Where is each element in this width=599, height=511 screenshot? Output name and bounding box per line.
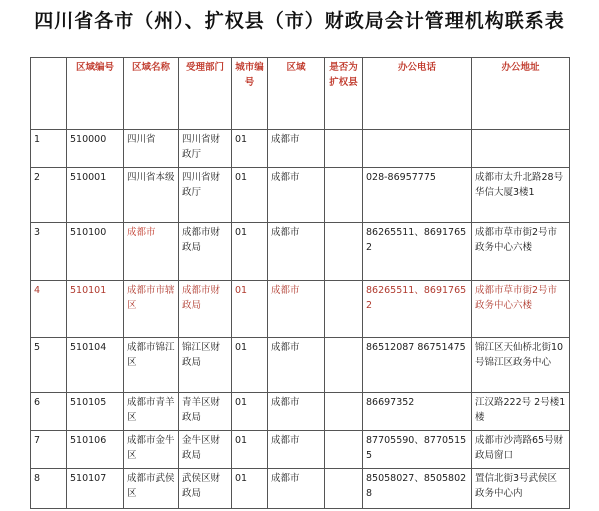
cell-expanded (325, 469, 363, 509)
cell-code: 510001 (67, 168, 124, 223)
cell-area: 成都市 (268, 393, 325, 431)
cell-expanded (325, 223, 363, 281)
table-row (31, 469, 570, 509)
header-row (31, 58, 570, 130)
table-row (31, 338, 570, 393)
cell-name: 成都市青羊区 (124, 393, 179, 431)
cell-code: 510106 (67, 431, 124, 469)
table-row (31, 431, 570, 469)
cell-address: 成都市沙湾路65号财政局窗口 (472, 431, 570, 469)
cell-phone: 85058027、85058028 (363, 469, 472, 509)
table-row (31, 223, 570, 281)
cell-city-code: 01 (232, 338, 268, 393)
cell-address: 置信北街3号武侯区政务中心内 (472, 469, 570, 509)
cell-dept: 武侯区财政局 (179, 469, 232, 509)
cell-index: 6 (31, 393, 67, 431)
cell-phone: 028-86957775 (363, 168, 472, 223)
cell-expanded (325, 431, 363, 469)
cell-address (472, 130, 570, 168)
cell-code: 510105 (67, 393, 124, 431)
cell-name: 成都市 (124, 223, 179, 281)
cell-area: 成都市 (268, 281, 325, 338)
cell-index: 8 (31, 469, 67, 509)
contact-table (30, 57, 570, 509)
header-cell-dept: 受理部门 (179, 58, 232, 130)
cell-code: 510104 (67, 338, 124, 393)
cell-expanded (325, 338, 363, 393)
cell-phone: 86265511、86917652 (363, 223, 472, 281)
cell-code: 510101 (67, 281, 124, 338)
cell-dept: 四川省财政厅 (179, 130, 232, 168)
cell-index: 2 (31, 168, 67, 223)
cell-code: 510000 (67, 130, 124, 168)
cell-index: 3 (31, 223, 67, 281)
cell-area: 成都市 (268, 130, 325, 168)
cell-expanded (325, 130, 363, 168)
cell-address: 成都市草市街2号市政务中心六楼 (472, 281, 570, 338)
cell-index: 7 (31, 431, 67, 469)
cell-index: 1 (31, 130, 67, 168)
cell-phone: 86265511、86917652 (363, 281, 472, 338)
cell-city-code: 01 (232, 469, 268, 509)
cell-code: 510107 (67, 469, 124, 509)
cell-dept: 金牛区财政局 (179, 431, 232, 469)
header-cell-expanded: 是否为扩权县 (325, 58, 363, 130)
cell-phone (363, 130, 472, 168)
cell-city-code: 01 (232, 393, 268, 431)
table-row (31, 393, 570, 431)
cell-index: 4 (31, 281, 67, 338)
header-cell-code: 区域编号 (67, 58, 124, 130)
cell-city-code: 01 (232, 223, 268, 281)
cell-name: 四川省 (124, 130, 179, 168)
cell-address: 成都市草市街2号市政务中心六楼 (472, 223, 570, 281)
cell-address: 锦江区天仙桥北街10号锦江区政务中心 (472, 338, 570, 393)
cell-address: 江汉路222号 2号楼1楼 (472, 393, 570, 431)
header-cell-area: 区域 (268, 58, 325, 130)
cell-expanded (325, 393, 363, 431)
cell-city-code: 01 (232, 281, 268, 338)
cell-name: 成都市武侯区 (124, 469, 179, 509)
cell-name: 成都市市辖区 (124, 281, 179, 338)
cell-dept: 锦江区财政局 (179, 338, 232, 393)
header-cell-index (31, 58, 67, 130)
cell-city-code: 01 (232, 130, 268, 168)
cell-name: 成都市金牛区 (124, 431, 179, 469)
cell-expanded (325, 168, 363, 223)
cell-index: 5 (31, 338, 67, 393)
header-cell-city-code: 城市编号 (232, 58, 268, 130)
cell-area: 成都市 (268, 469, 325, 509)
cell-area: 成都市 (268, 338, 325, 393)
cell-phone: 87705590、87705155 (363, 431, 472, 469)
header-cell-name: 区域名称 (124, 58, 179, 130)
cell-area: 成都市 (268, 223, 325, 281)
header-cell-address: 办公地址 (472, 58, 570, 130)
cell-dept: 四川省财政厅 (179, 168, 232, 223)
cell-expanded (325, 281, 363, 338)
header-cell-phone: 办公电话 (363, 58, 472, 130)
cell-city-code: 01 (232, 431, 268, 469)
table-row (31, 130, 570, 168)
cell-name: 成都市锦江区 (124, 338, 179, 393)
cell-dept: 成都市财政局 (179, 281, 232, 338)
cell-phone: 86697352 (363, 393, 472, 431)
table-row (31, 168, 570, 223)
cell-city-code: 01 (232, 168, 268, 223)
table-row (31, 281, 570, 338)
cell-dept: 青羊区财政局 (179, 393, 232, 431)
cell-code: 510100 (67, 223, 124, 281)
document-title: 四川省各市（州）、扩权县（市）财政局会计管理机构联系表 (34, 10, 565, 32)
cell-address: 成都市太升北路28号华信大厦3楼1 (472, 168, 570, 223)
cell-area: 成都市 (268, 168, 325, 223)
cell-area: 成都市 (268, 431, 325, 469)
cell-name: 四川省本级 (124, 168, 179, 223)
cell-phone: 86512087 86751475 (363, 338, 472, 393)
cell-dept: 成都市财政局 (179, 223, 232, 281)
